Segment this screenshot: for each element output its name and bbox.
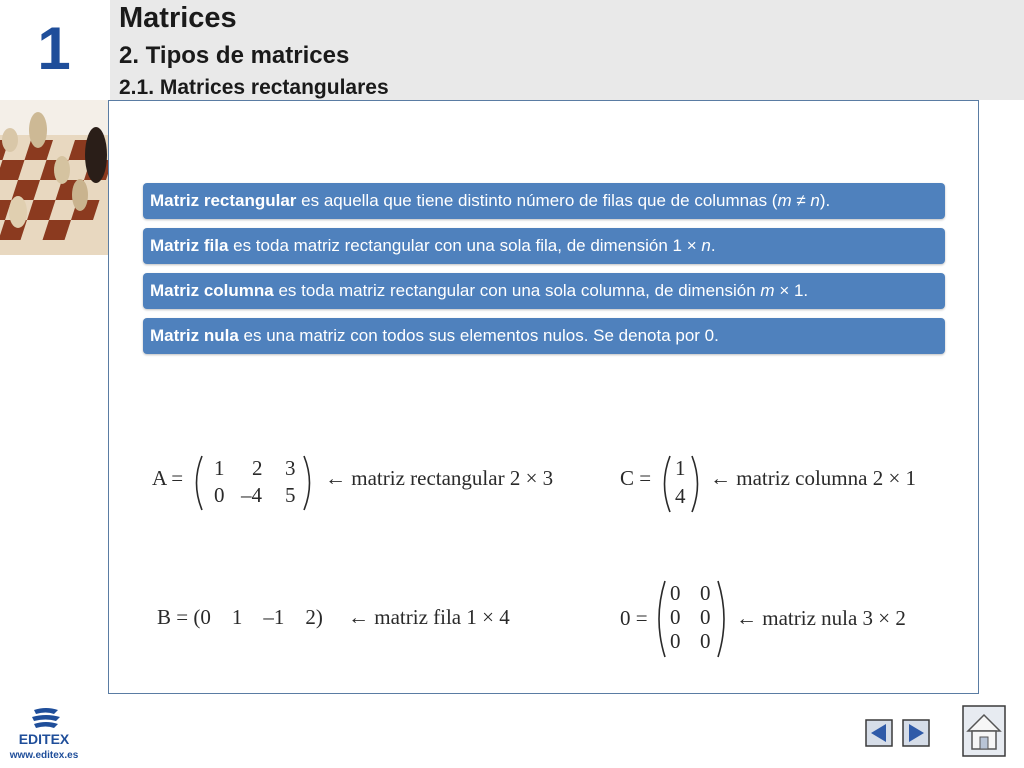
matrix-a xyxy=(192,453,317,513)
matrix-a-name: A = xyxy=(152,466,184,490)
matrix-null-cell: 0 xyxy=(700,581,711,605)
next-button[interactable] xyxy=(902,719,930,747)
definition-rectangular xyxy=(143,183,945,219)
editex-logo[interactable] xyxy=(6,706,82,762)
definition-term: Matriz rectangular xyxy=(150,191,297,210)
definition-term: Matriz nula xyxy=(150,326,239,345)
matrix-b-label: ← matriz fila 1 × 4 xyxy=(348,605,510,629)
editex-url: www.editex.es xyxy=(9,750,79,761)
definition-text: es toda matriz rectangular con una sola fila, de dimensión 1 × xyxy=(228,236,702,255)
definition-nula xyxy=(143,318,945,354)
definition-op: ≠ xyxy=(791,191,811,210)
matrix-a-cell: –4 xyxy=(241,483,262,507)
matrix-b: B = (0 1 –1 2) xyxy=(157,605,323,629)
matrix-null-cell: 0 xyxy=(670,581,681,605)
matrix-a-label: ← matriz rectangular 2 × 3 xyxy=(325,466,554,490)
matrix-null-name: 0 = xyxy=(620,606,648,630)
prev-button[interactable] xyxy=(865,719,893,747)
definition-text: es una matriz con todos sus elementos nulos. Se denota por 0. xyxy=(238,326,719,345)
chapter-number: 1 xyxy=(37,15,71,82)
matrix-a-cell: 3 xyxy=(285,456,296,480)
definition-fila xyxy=(143,228,945,264)
arrow-left-icon xyxy=(865,719,893,747)
definition-var: m xyxy=(760,281,775,300)
matrix-a-cell: 1 xyxy=(214,456,225,480)
editex-mark-icon xyxy=(32,708,60,728)
subsection-title: 2.1. Matrices rectangulares xyxy=(119,76,389,99)
matrix-null-cell: 0 xyxy=(700,629,711,653)
matrix-null-label: ← matriz nula 3 × 2 xyxy=(736,606,906,630)
matrix-c-cell: 1 xyxy=(675,456,686,480)
definition-end: . xyxy=(710,236,716,255)
definition-end: × 1. xyxy=(774,281,809,300)
matrix-null-cell: 0 xyxy=(670,605,681,629)
matrix-a-cell: 5 xyxy=(285,483,296,507)
arrow-right-icon xyxy=(902,719,930,747)
definition-var: n xyxy=(701,236,711,255)
definition-columna xyxy=(143,273,945,309)
definition-term: Matriz columna xyxy=(150,281,274,300)
matrix-null-cell: 0 xyxy=(670,629,681,653)
definition-end: ). xyxy=(819,191,831,210)
page-title: Matrices xyxy=(119,2,237,34)
definition-text: es aquella que tiene distinto número de filas que de columnas ( xyxy=(296,191,778,210)
matrix-c xyxy=(660,453,704,515)
definition-text: es toda matriz rectangular con una sola columna, de dimensión xyxy=(273,281,761,300)
matrix-a-cell: 0 xyxy=(214,483,225,507)
section-title: 2. Tipos de matrices xyxy=(119,42,350,69)
editex-brand: EDITEX xyxy=(18,731,70,747)
definition-var: n xyxy=(810,191,820,210)
matrix-a-cell: 2 xyxy=(252,456,263,480)
matrix-c-name: C = xyxy=(620,466,652,490)
matrix-c-cell: 4 xyxy=(675,484,686,508)
home-icon xyxy=(962,705,1006,757)
home-button[interactable] xyxy=(962,705,1006,757)
matrix-null xyxy=(656,578,728,660)
definition-term: Matriz fila xyxy=(150,236,229,255)
chess-photo xyxy=(0,100,110,255)
matrix-c-label: ← matriz columna 2 × 1 xyxy=(710,466,917,490)
definition-var: m xyxy=(777,191,792,210)
matrix-null-cell: 0 xyxy=(700,605,711,629)
